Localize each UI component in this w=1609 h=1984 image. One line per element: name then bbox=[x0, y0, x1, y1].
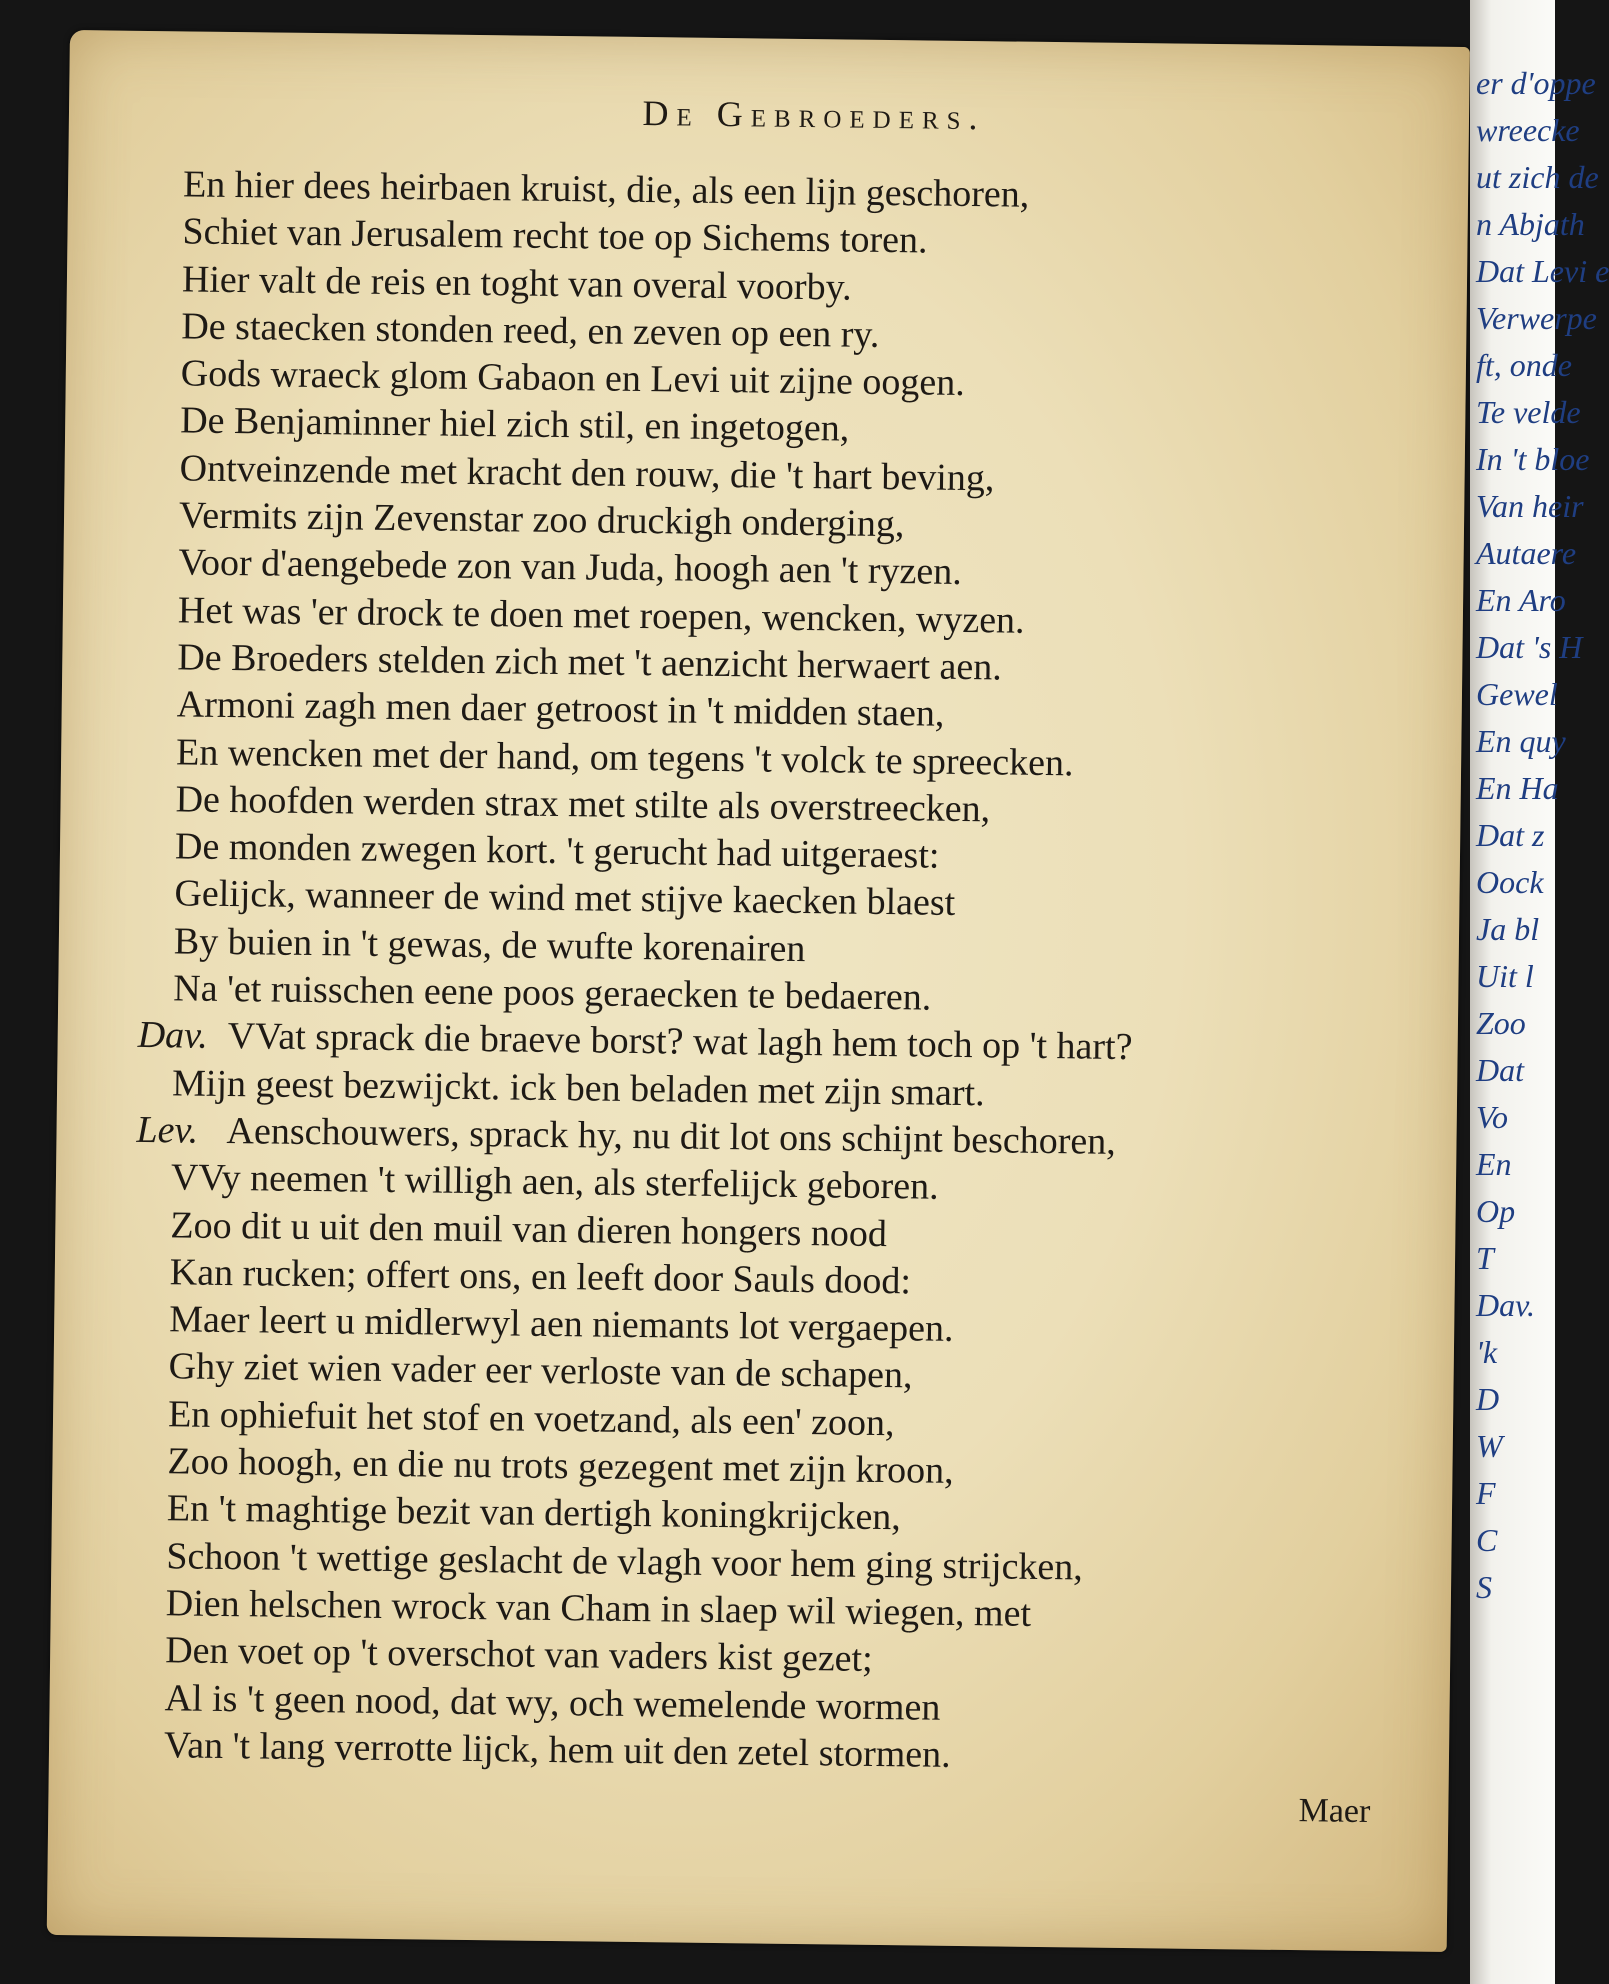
catchword: Maer bbox=[1298, 1792, 1371, 1831]
facing-page-fragment: En quy bbox=[1476, 723, 1566, 759]
verse-text: Ghy ziet wien vader eer verloste van de schapen, bbox=[168, 1345, 913, 1397]
facing-page-fragment: Dat 's H bbox=[1476, 629, 1583, 665]
facing-page-fragment: 'k bbox=[1476, 1334, 1498, 1370]
facing-page-fragment: ut zich de bbox=[1476, 159, 1599, 195]
verse-text: En ophiefuit het stof en voetzand, als een' zoon, bbox=[167, 1393, 895, 1444]
verse-text: Schoon 't wettige geslacht de vlagh voor hem ging strijcken, bbox=[166, 1534, 1084, 1589]
verse-text: VVat sprack die braeve borst? wat lagh hem toch op 't hart? bbox=[227, 1015, 1133, 1069]
facing-page-fragment: Verwerpe bbox=[1476, 300, 1597, 336]
verse-text: Dien helschen wrock van Cham in slaep wil wiegen, met bbox=[165, 1582, 1032, 1635]
facing-page-fragment: Van heir bbox=[1476, 488, 1584, 524]
verse-text: Schiet van Jerusalem recht toe op Sichems toren. bbox=[182, 210, 928, 262]
facing-page-fragments bbox=[1470, 60, 1609, 1611]
verse-text: Voor d'aengebede zon van Juda, hoogh aen 't ryzen. bbox=[178, 541, 962, 594]
facing-page-fragment: Op bbox=[1476, 1193, 1516, 1229]
book-page bbox=[47, 30, 1470, 1952]
facing-page-fragment: Dat Levi e bbox=[1476, 253, 1609, 289]
facing-page-fragment: En Aro bbox=[1476, 582, 1566, 618]
speaker-label: Lev. bbox=[136, 1108, 199, 1152]
verse-lines bbox=[136, 161, 1404, 1784]
facing-page-fragment: En bbox=[1476, 1146, 1512, 1182]
verse-text: Zoo hoogh, en die nu trots gezegent met zijn kroon, bbox=[167, 1440, 954, 1492]
verse-text: Maer leert u midlerwyl aen niemants lot vergaepen. bbox=[168, 1298, 954, 1351]
facing-page-fragment: Dat z bbox=[1476, 817, 1545, 853]
verse-text: Armoni zagh men daer getroost in 't midden staen, bbox=[176, 683, 945, 735]
verse-text: Aenschouwers, sprack hy, nu dit lot ons schijnt beschoren, bbox=[226, 1109, 1117, 1163]
verse-text: En wencken met der hand, om tegens 't volck te spreecken. bbox=[175, 730, 1074, 784]
verse-text: Ontveinzende met kracht den rouw, die 't hart beving, bbox=[179, 447, 995, 500]
facing-page-fragment: C bbox=[1476, 1522, 1498, 1558]
verse-text: De staecken stonden reed, en zeven op een ry. bbox=[181, 305, 880, 356]
verse-text: By buien in 't gewas, de wufte korenairen bbox=[173, 920, 806, 970]
verse-text: En 't maghtige bezit van dertigh koningkrijcken, bbox=[166, 1487, 902, 1539]
verse-text: En hier dees heirbaen kruist, die, als een lijn geschoren, bbox=[182, 163, 1030, 216]
facing-page-fragment: Gewel bbox=[1476, 676, 1558, 712]
facing-page-fragment: Ja bl bbox=[1476, 911, 1540, 947]
verse-text: Hier valt de reis en toght van overal voorby. bbox=[181, 257, 852, 309]
facing-page-fragment: er d'oppe bbox=[1476, 65, 1596, 101]
facing-page-fragment: Dat bbox=[1476, 1052, 1524, 1088]
verse-text: VVy neemen 't willigh aen, als sterfelijck geboren. bbox=[170, 1156, 939, 1208]
facing-page-fragment: n Abjath bbox=[1476, 206, 1585, 242]
facing-page-fragment: Dav. bbox=[1476, 1287, 1535, 1323]
facing-page-fragment: T bbox=[1476, 1240, 1494, 1276]
facing-page-edge bbox=[1470, 0, 1609, 1984]
facing-page-fragment: Oock bbox=[1476, 864, 1544, 900]
verse-text: Vermits zijn Zevenstar zoo druckigh onderging, bbox=[178, 494, 905, 546]
verse-text: De Benjaminner hiel zich stil, en ingetogen, bbox=[179, 399, 850, 451]
verse-text: De hoofden werden strax met stilte als overstreecken, bbox=[175, 778, 991, 831]
facing-page-fragment: F bbox=[1476, 1475, 1496, 1511]
verse-text: Gelijck, wanneer de wind met stijve kaecken blaest bbox=[174, 872, 956, 925]
verse-text: Na 'et ruisschen eene poos geraecken te bedaeren. bbox=[173, 967, 932, 1019]
speaker-label: Dav. bbox=[137, 1014, 208, 1058]
verse-text: Gods wraeck glom Gabaon en Levi uit zijne oogen. bbox=[180, 352, 966, 405]
facing-page-fragment: wreecke bbox=[1476, 112, 1580, 148]
verse-text: Zoo dit u uit den muil van dieren hongers nood bbox=[170, 1203, 888, 1255]
facing-page-fragment: ft, onde bbox=[1476, 347, 1572, 383]
facing-page-fragment: Zoo bbox=[1476, 1005, 1526, 1041]
facing-page-fragment: D bbox=[1476, 1381, 1500, 1417]
verse-text: Kan rucken; offert ons, en leeft door Sauls dood: bbox=[169, 1251, 912, 1303]
verse-text: Den voet op 't overschot van vaders kist gezet; bbox=[164, 1629, 873, 1681]
verse-text: De Broeders stelden zich met 't aenzicht herwaert aen. bbox=[177, 636, 1003, 689]
facing-page-fragment: S bbox=[1476, 1569, 1492, 1605]
facing-page-fragment: Uit l bbox=[1476, 958, 1534, 994]
verse-text: Mijn geest bezwijckt. ick ben beladen met zijn smart. bbox=[171, 1061, 985, 1114]
verse-text: De monden zwegen kort. 't gerucht had uitgeraest: bbox=[174, 825, 940, 877]
facing-page-fragment: In 't bloe bbox=[1476, 441, 1590, 477]
verse-text: Van 't lang verrotte lijck, hem uit den zetel stormen. bbox=[163, 1724, 951, 1776]
verse-text: Het was 'er drock te doen met roepen, wencken, wyzen. bbox=[177, 589, 1025, 642]
facing-page-fragment: Autaere bbox=[1476, 535, 1577, 571]
facing-page-fragment: W bbox=[1476, 1428, 1503, 1464]
facing-page-fragment: Vo bbox=[1476, 1099, 1508, 1135]
verse-text: Al is 't geen nood, dat wy, och wemelende wormen bbox=[164, 1676, 941, 1729]
facing-page-fragment: Te velde bbox=[1476, 394, 1581, 430]
facing-page-fragment: En Ha bbox=[1476, 770, 1559, 806]
running-head: De Gebroeders. bbox=[642, 93, 986, 138]
